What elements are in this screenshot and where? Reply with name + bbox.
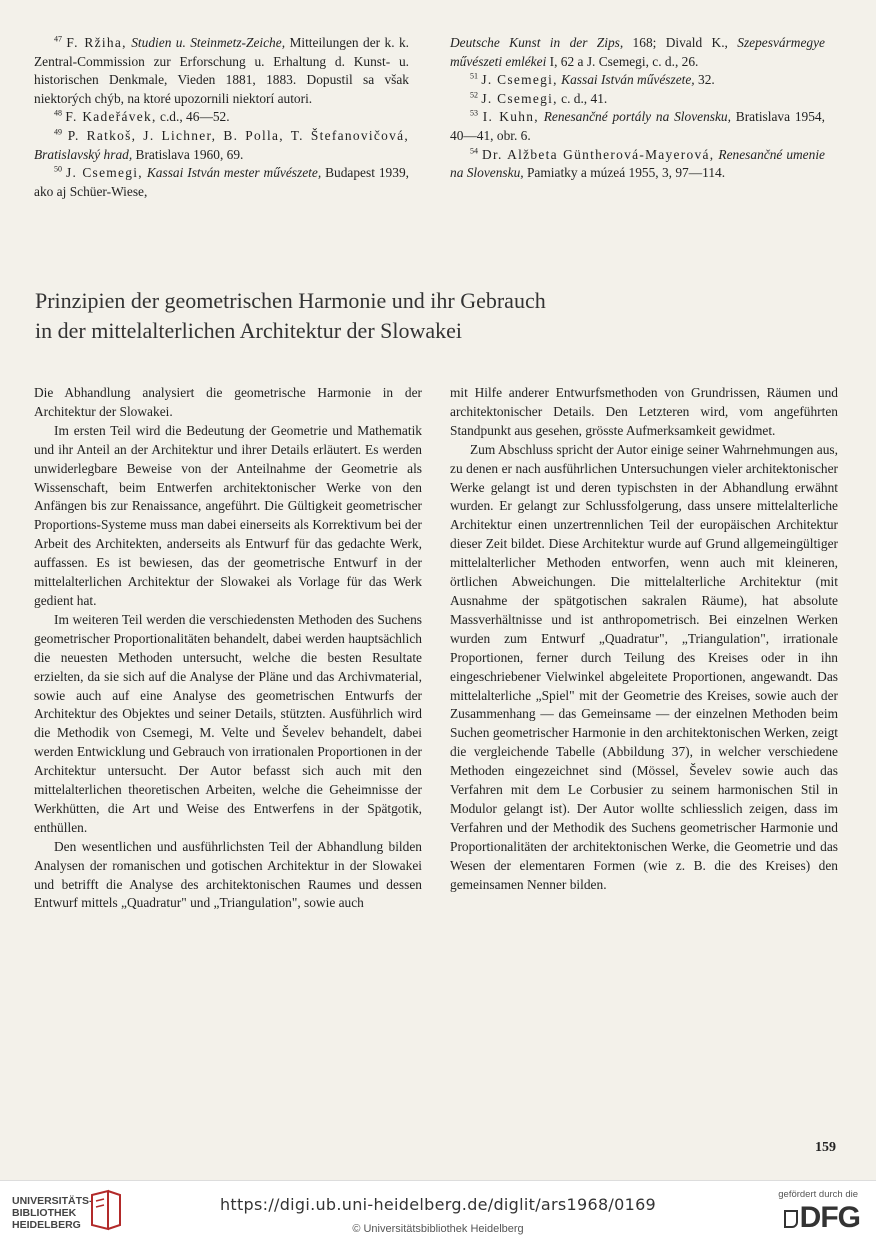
footnote-51: $^{51}$ J. Csemegi, Kassai István művészete, 32.	[470, 71, 715, 88]
footnote-50: $^{50}$ J. Csemegi, Kassai István mester művészete, Budapest 1939, ako aj Schüer-Wiese,	[34, 164, 409, 199]
copyright-text: © Universitätsbibliothek Heidelberg	[352, 1223, 524, 1235]
body-paragraph: Im ersten Teil wird die Bedeutung der Geometrie und Mathematik und ihr Anteil an der Architektur und ihrer Details erläutert. Es werden unwiderlegbare Beweise von der Anteilnahme der Geometrie als Wissenschaft, beim Entwerfen architektonischer Werke von den Anfängen bis zur Renaissance, angeführt. Die Gültigkeit geometrischer Proportions-Systeme muss man dabei einerseits als Korrektivum bei der Arbeit des Architekten, anderseits als Entwurf für das gedachte Werk, auffassen. Es ist bewiesen, das der geometrische Entwurf in der mittelalterlichen Architektur der Slowakei als Vorlage für das Werk gedient hat.	[34, 422, 422, 608]
funded-by-label: gefördert durch die	[778, 1189, 858, 1200]
body-paragraph: Im weiteren Teil werden die verschiedensten Methoden des Suchens geometrischer Proportionalitäten behandelt, dabei werden hauptsächlich die neuesten Methoden untersucht, welche die besten Resultate erzielten, da sie sich auf die Analyse der Pläne und das Archivmaterial, sowie auch auf eine Analyse des geometrischen Entwurfs der Architektur des Objektes und seiner Details, stützten. Ausführlich wird die Methodik von Csemegi, M. Velte und Ševelev behandelt, dabei werden Entwicklung und Gebrauch von irrationalen Proportionen in der Architektur untersucht. Der Autor befasst sich auch mit den mittelalterlichen theoretischen Arbeiten, welche die Geheimnisse der Werkhütten, die Art und Weise des Entwerfens in der Spätgotik, enthüllen.	[34, 611, 422, 835]
footnote-53: $^{53}$ I. Kuhn, Renesančné portály na Slovensku, Bratislava 1954, 40—41, obr. 6.	[450, 108, 825, 143]
dfg-logo: DFG	[784, 1201, 860, 1235]
title-line-2: in der mittelalterlichen Architektur der Slowakei	[35, 318, 463, 343]
footnote-47: $^{47}$ F. Ržiha, Studien u. Steinmetz-Zeiche, Mitteilungen der k. k. Zentral-Commission zur Erforschung u. Erhaltung d. Kunst- u. historischen Denkmale, Vieden 1881, 1883. Dopustil sa však niektorých chýb, na ktoré upozornili niektorí autori.	[34, 34, 409, 106]
footnote-50-continued: Deutsche Kunst in der Zips, 168; Divald K., Szepesvármegye művészeti emlékei I, 62 a J. Csemegi, c. d., 26.	[450, 35, 825, 69]
footnote-54: $^{54}$ Dr. Alžbeta Güntherová-Mayerová, Renesančné umenie na Slovensku, Pamiatky a múzeá 1955, 3, 97—114.	[450, 146, 825, 181]
footnote-49: $^{49}$ P. Ratkoš, J. Lichner, B. Polla, T. Štefanovičová, Bratislavský hrad, Bratislava 1960, 69.	[34, 127, 409, 162]
footer-bar	[0, 1180, 876, 1245]
footnote-48: $^{48}$ F. Kadeřávek, c.d., 46—52.	[54, 108, 230, 125]
footnote-52: $^{52}$ J. Csemegi, c. d., 41.	[470, 90, 608, 106]
footnotes-right-column	[450, 34, 825, 183]
body-paragraph: mit Hilfe anderer Entwurfsmethoden von Grundrissen, Räumen und architektonischer Details. Den Letzteren wird, vom angeführten Standpunkt aus gesehen, grösste Aufmerksamkeit gewidmet.	[450, 385, 838, 438]
body-paragraph: Zum Abschluss spricht der Autor einige seiner Wahrnehmungen aus, zu denen er nach ausführlichen Untersuchungen vieler architektonischer Werke gelangt ist und deren typischsten in der Abhandlung erwähnt wurden. Er gelangt zur Schlussfolgerung, dass unsere mittelalterliche Architektur einen unzertrennlichen Teil der europäischen Architektur dieser Zeit bildet. Diese Architektur wurde auf Grund allgemeingültiger mittelalterlicher Methoden entworfen, wenn auch mit kleineren, örtlichen Abweichungen. Die mittelalterliche Architektur (mit Ausnahme der spätgotischen sakralen Räume), hat absolute Massverhältnisse und ist anthropometrisch. Bei einzelnen Werken wurden zum Entwurf „Quadratur", „Triangulation", irrationale Proportionen, ferner durch Teilung des Kreises oder in ihn eingeschriebener Vielwinkel abgeleitete Proportionen, angewandt. Das mittelalterliche „Spiel" mit der Geometrie des Kreises, sowie auch der Zusammenhang — das Gemeinsame — der einzelnen Methoden beim Suchen geometrischer Harmonie in den architektonischen Werken, zeigt die vergleichende Tabelle (Abbildung 37), in welcher verschiedene Methoden eingezeichnet sind (Mössel, Ševelev sowie auch das Verfahren mit dem Le Corbusier zu seinem harmonischen Stil in Modulor gelangt ist). Der Autor wollte schliesslich zeigen, dass im Verfahren und der Methodik des Suchens geometrischer Harmonie und Proportionalitäten der architektonischen Werke, die Geometrie und das Wesen der elementaren Formen (wie z. B. die des Kreises) den gemeinsamen Nenner bilden.	[450, 441, 838, 892]
body-paragraph: Die Abhandlung analysiert die geometrische Harmonie in der Architektur der Slowakei.	[34, 385, 422, 419]
article-title	[35, 286, 855, 346]
title-line-1: Prinzipien der geometrischen Harmonie und ihr Gebrauch	[35, 288, 546, 313]
footnotes-left-column	[34, 34, 409, 201]
dfg-d-icon	[784, 1210, 798, 1228]
body-left-column	[34, 384, 422, 913]
library-logo-text: UNIVERSITÄTS- BIBLIOTHEK HEIDELBERG	[12, 1195, 93, 1231]
permalink-url[interactable]: https://digi.ub.uni-heidelberg.de/diglit/ars1968/0169	[219, 1195, 657, 1214]
body-paragraph: Den wesentlichen und ausführlichsten Teil der Abhandlung bilden Analysen der romanischen und gotischen Architektur in der Slowakei und betrifft die Analyse des architektonischen Raumes und dessen Entwurf mittels „Quadratur" und „Triangulation", sowie auch	[34, 838, 422, 911]
body-right-column	[450, 384, 838, 894]
page-number: 159	[815, 1140, 836, 1155]
